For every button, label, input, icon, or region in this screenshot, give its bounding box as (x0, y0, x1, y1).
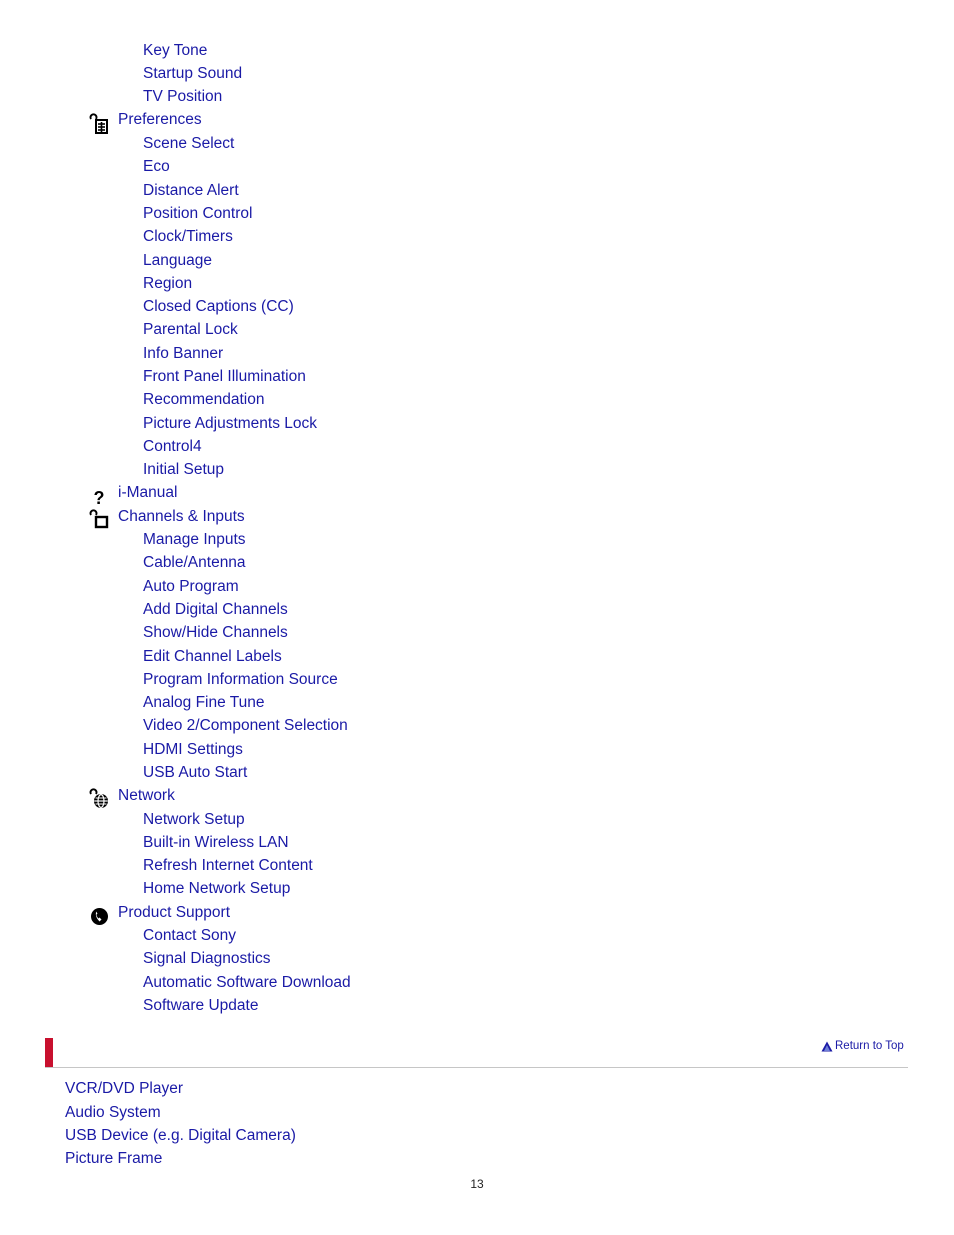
menu-item-channels-2[interactable]: Auto Program (143, 577, 239, 595)
preferences-icon (88, 113, 110, 135)
menu-item-channels-1[interactable]: Cable/Antenna (143, 554, 246, 572)
menu-item-channels-9[interactable]: HDMI Settings (143, 740, 243, 758)
menu-category-product-support[interactable]: Product Support (118, 904, 231, 921)
menu-item-preferences-11[interactable]: Recommendation (143, 391, 265, 409)
menu-item-channels-0[interactable]: Manage Inputs (143, 531, 246, 548)
menu-item-preferences-8[interactable]: Parental Lock (143, 321, 238, 339)
menu-item-key-tone[interactable]: Key Tone (143, 42, 208, 59)
menu-item-preferences-5[interactable]: Language (143, 251, 212, 269)
related-link-usb-device[interactable]: USB Device (e.g. Digital Camera) (65, 1127, 296, 1144)
section-divider (45, 1067, 908, 1068)
return-to-top-link[interactable] (821, 1040, 904, 1052)
menu-item-network-3[interactable]: Home Network Setup (143, 880, 291, 898)
menu-item-support-1[interactable]: Signal Diagnostics (143, 950, 271, 968)
menu-item-startup-sound[interactable]: Startup Sound (143, 65, 243, 82)
menu-item-channels-7[interactable]: Analog Fine Tune (143, 694, 265, 712)
page-number: 13 (470, 1177, 484, 1191)
menu-item-tv-position[interactable]: TV Position (143, 88, 223, 105)
network-globe-icon (88, 788, 110, 810)
menu-item-preferences-7[interactable]: Closed Captions (CC) (143, 298, 294, 316)
menu-item-channels-3[interactable]: Add Digital Channels (143, 600, 288, 618)
related-link-audio-system[interactable]: Audio System (65, 1104, 161, 1121)
menu-item-preferences-6[interactable]: Region (143, 274, 193, 292)
menu-item-preferences-4[interactable]: Clock/Timers (143, 228, 233, 246)
menu-item-network-2[interactable]: Refresh Internet Content (143, 857, 313, 875)
menu-item-channels-4[interactable]: Show/Hide Channels (143, 624, 288, 642)
return-to-top-label: Return to Top (835, 1040, 904, 1052)
menu-item-preferences-14[interactable]: Initial Setup (143, 461, 224, 479)
menu-item-preferences-9[interactable]: Info Banner (143, 344, 224, 362)
channels-inputs-icon (88, 509, 110, 531)
menu-item-channels-5[interactable]: Edit Channel Labels (143, 647, 282, 665)
menu-item-support-0[interactable]: Contact Sony (143, 927, 237, 944)
related-link-vcr-dvd[interactable]: VCR/DVD Player (65, 1080, 183, 1097)
menu-item-channels-8[interactable]: Video 2/Component Selection (143, 717, 348, 735)
question-icon (88, 486, 110, 508)
menu-item-preferences-3[interactable]: Position Control (143, 204, 253, 222)
menu-item-network-1[interactable]: Built-in Wireless LAN (143, 834, 289, 852)
menu-item-channels-10[interactable]: USB Auto Start (143, 764, 248, 781)
phone-icon (88, 905, 110, 927)
triangle-up-icon (821, 1041, 833, 1052)
menu-item-preferences-0[interactable]: Scene Select (143, 135, 235, 152)
menu-category-imanual[interactable]: i-Manual (118, 484, 178, 501)
menu-item-preferences-12[interactable]: Picture Adjustments Lock (143, 414, 318, 432)
section-accent-bar (45, 1038, 53, 1068)
menu-item-support-3[interactable]: Software Update (143, 996, 259, 1014)
menu-category-preferences[interactable]: Preferences (118, 111, 202, 128)
menu-item-network-0[interactable]: Network Setup (143, 811, 245, 828)
menu-category-network[interactable]: Network (118, 787, 175, 804)
menu-item-preferences-1[interactable]: Eco (143, 158, 170, 176)
related-link-picture-frame[interactable]: Picture Frame (65, 1150, 163, 1167)
menu-category-channels-inputs[interactable]: Channels & Inputs (118, 508, 245, 525)
menu-item-support-2[interactable]: Automatic Software Download (143, 973, 351, 991)
menu-item-preferences-13[interactable]: Control4 (143, 437, 202, 455)
menu-item-preferences-2[interactable]: Distance Alert (143, 181, 239, 199)
menu-item-channels-6[interactable]: Program Information Source (143, 670, 338, 688)
menu-item-preferences-10[interactable]: Front Panel Illumination (143, 368, 306, 385)
svg-text:?: ? (93, 488, 105, 508)
